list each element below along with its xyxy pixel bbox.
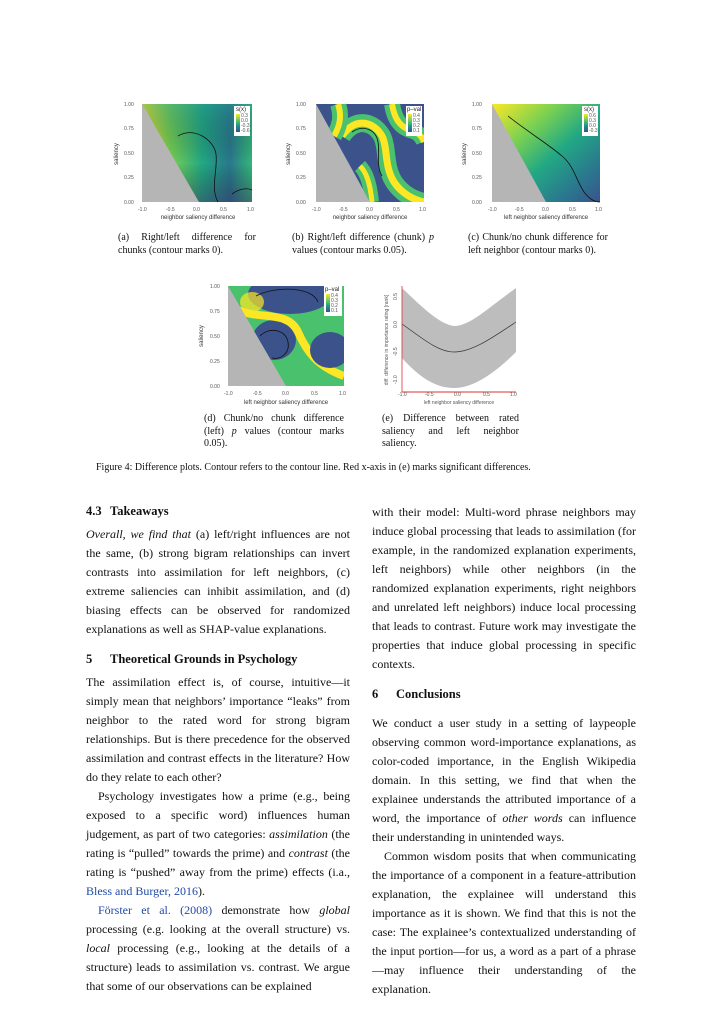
- legend-title: s(x): [584, 107, 594, 113]
- svg-text:0.0: 0.0: [589, 123, 596, 129]
- svg-text:0.5: 0.5: [220, 207, 227, 213]
- y-axis-label: diff. difference in importance rating [rank]: [384, 294, 390, 386]
- heatmap-plot-a: [110, 96, 260, 224]
- heatmap-plot-d: [194, 280, 354, 410]
- svg-text:0.4: 0.4: [413, 113, 420, 119]
- svg-text:-1.0: -1.0: [398, 392, 407, 398]
- svg-text:-0.5: -0.5: [339, 207, 348, 213]
- svg-text:0.1: 0.1: [413, 128, 420, 134]
- svg-text:0.4: 0.4: [331, 293, 338, 299]
- paragraph: Common wisdom posits that when communicating the importance of a component in a feature-attribution explanation, the explainee will understand this importance as it is shown. We find that this is not the case: The explainee’s contextualized understanding of the input portion—for us, a word as a part of a phrase—may influence their understanding of the explanation.: [372, 849, 636, 996]
- subcaption-a: (a) Right/left difference for chunks (contour marks 0).: [118, 232, 256, 256]
- svg-text:0.0: 0.0: [393, 321, 399, 328]
- svg-text:1.00: 1.00: [296, 102, 306, 108]
- svg-text:0.25: 0.25: [124, 175, 134, 181]
- paragraph: The assimilation effect is, of course, intuitive—it simply mean that neighbors’ importance “leaks” from neighbor to the rated word for strong bigram relationships. But is there precedence for the observed assimilation and contrast effects in the literature? How do they relate to each other?: [86, 675, 350, 784]
- svg-text:0.00: 0.00: [472, 200, 482, 206]
- line-plot-e: [380, 280, 520, 410]
- svg-text:0.2: 0.2: [413, 123, 420, 129]
- svg-text:0.2: 0.2: [331, 303, 338, 309]
- paragraph: Psychology investigates how a prime (e.g., being exposed to a specific word) influences human judgement, as part of two categories: assimilation (the rating is “pulled” towards the prime) and contrast (the rating is “pushed” away from the prime) effects (i.a., Bless and Burger, 2016).: [86, 789, 351, 898]
- svg-text:0.00: 0.00: [124, 200, 134, 206]
- svg-text:1.0: 1.0: [419, 207, 426, 213]
- svg-text:-0.5: -0.5: [393, 347, 399, 356]
- svg-text:0.25: 0.25: [472, 175, 482, 181]
- subcaption-c: (c) Chunk/no chunk difference for left neighbor (contour marks 0).: [468, 232, 608, 256]
- svg-text:0.50: 0.50: [296, 151, 306, 157]
- paragraph: We conduct a user study in a setting of laypeople observing common word-importance explanations, as color-coded importance, in the English Wikipedia domain. In this setting, we find that when the explainee understands the attributed importance of a word, the importance of other words can influence their understanding in unintended ways.: [372, 716, 637, 844]
- paragraph: with their model: Multi-word phrase neighbors may induce global processing that leads to assimilation (for example, in the randomized explanation experiments, left neighbors) while other neighbors (in the randomized explanation experiments, right neighbors and unrelated left neighbors) induce local processing that leads to contrast. Future work may investigate the properties that induce global processing in specific contexts.: [372, 505, 636, 671]
- svg-text:0.75: 0.75: [124, 126, 134, 132]
- svg-text:-0.5: -0.5: [166, 207, 175, 213]
- svg-text:0.3: 0.3: [331, 298, 338, 304]
- svg-text:0.3: 0.3: [241, 113, 248, 119]
- svg-text:-0.6: -0.6: [241, 128, 250, 134]
- subcaption-e: (e) Difference between rated saliency and left neighbor saliency.: [382, 413, 519, 449]
- svg-text:0.6: 0.6: [589, 113, 596, 119]
- svg-text:-1.0: -1.0: [312, 207, 321, 213]
- takeaways-paragraph: Overall, we find that (a) left/right influences are not the same, (b) strong bigram relationships can invert contrasts into assimilation for left neighbors, (c) extreme saliencies can inhibit assimilation, and (d) biasing effects can be observed for randomized explanations as well as SHAP-value explanations.: [86, 527, 350, 636]
- svg-text:0.5: 0.5: [569, 207, 576, 213]
- svg-text:-0.5: -0.5: [515, 207, 524, 213]
- left-column: [86, 503, 350, 996]
- subcaption-b: (b) Right/left difference (chunk) p values (contour marks 0.05).: [292, 232, 434, 256]
- figure-caption: Figure 4: Difference plots. Contour refers to the contour line. Red x-axis in (e) marks significant differences.: [96, 462, 531, 473]
- svg-text:0.25: 0.25: [210, 359, 220, 365]
- svg-text:1.0: 1.0: [247, 207, 254, 213]
- svg-text:0.5: 0.5: [393, 207, 400, 213]
- svg-text:1.0: 1.0: [595, 207, 602, 213]
- citation-link[interactable]: Bless and Burger, 2016: [86, 884, 198, 898]
- svg-text:-1.0: -1.0: [224, 391, 233, 397]
- svg-text:0.50: 0.50: [472, 151, 482, 157]
- svg-text:-1.0: -1.0: [138, 207, 147, 213]
- svg-text:0.0: 0.0: [542, 207, 549, 213]
- svg-text:0.50: 0.50: [124, 151, 134, 157]
- right-column: [372, 503, 636, 999]
- legend-colorbar: [326, 294, 330, 312]
- paragraph: Förster et al. (2008) demonstrate how global processing (e.g. looking at the overall structure) vs. local processing (e.g., looking at the details of a structure) leads to assimilation vs. contrast. We argue that some of our observations can be explained: [86, 903, 351, 993]
- svg-text:0.1: 0.1: [331, 308, 338, 314]
- svg-text:-1.0: -1.0: [393, 375, 399, 384]
- svg-text:0.5: 0.5: [393, 293, 399, 300]
- legend-colorbar: [584, 114, 588, 132]
- citation-link[interactable]: Förster et al. (2008): [98, 903, 213, 917]
- section-heading-5: 5 Theoretical Grounds in Psychology: [86, 652, 298, 666]
- legend-title: p–val: [407, 107, 422, 113]
- svg-text:1.0: 1.0: [339, 391, 346, 397]
- legend-colorbar: [236, 114, 240, 132]
- svg-text:0.75: 0.75: [472, 126, 482, 132]
- heatmap-plot-c: [458, 96, 608, 224]
- y-axis-label: saliency: [286, 143, 292, 165]
- legend-colorbar: [408, 114, 412, 132]
- x-axis-label: neighbor saliency difference: [160, 215, 236, 221]
- subcaption-d: (d) Chunk/no chunk difference (left) p values (contour marks 0.05).: [204, 413, 344, 449]
- svg-text:1.0: 1.0: [510, 392, 517, 398]
- svg-text:0.25: 0.25: [296, 175, 306, 181]
- legend-title: s(x): [236, 107, 246, 113]
- section-heading-4-3: 4.3 Takeaways: [86, 504, 169, 518]
- legend-title: p–val: [325, 287, 340, 293]
- svg-text:-1.0: -1.0: [488, 207, 497, 213]
- y-axis-label: saliency: [199, 325, 205, 347]
- svg-text:0.0: 0.0: [282, 391, 289, 397]
- y-axis-label: saliency: [462, 143, 468, 165]
- y-axis-label: saliency: [114, 143, 120, 165]
- svg-text:0.50: 0.50: [210, 334, 220, 340]
- svg-text:0.3: 0.3: [589, 118, 596, 124]
- svg-text:0.3: 0.3: [413, 118, 420, 124]
- svg-text:0.0: 0.0: [241, 118, 248, 124]
- x-axis-label: left neighbor saliency difference: [503, 215, 589, 221]
- svg-text:-0.3: -0.3: [241, 123, 250, 129]
- svg-text:-0.5: -0.5: [253, 391, 262, 397]
- svg-text:1.00: 1.00: [210, 284, 220, 290]
- confidence-band: [402, 288, 516, 388]
- svg-text:0.0: 0.0: [366, 207, 373, 213]
- svg-text:0.00: 0.00: [210, 384, 220, 390]
- svg-text:0.75: 0.75: [296, 126, 306, 132]
- svg-text:0.0: 0.0: [193, 207, 200, 213]
- svg-text:0.75: 0.75: [210, 309, 220, 315]
- svg-text:0.5: 0.5: [311, 391, 318, 397]
- heatmap-plot-b: [282, 96, 432, 224]
- svg-text:0.0: 0.0: [454, 392, 461, 398]
- x-axis-label: left neighbor saliency difference: [423, 400, 495, 406]
- svg-text:1.00: 1.00: [472, 102, 482, 108]
- svg-text:-0.3: -0.3: [589, 128, 598, 134]
- svg-text:0.5: 0.5: [483, 392, 490, 398]
- x-axis-label: left neighbor saliency difference: [243, 400, 329, 406]
- svg-text:0.00: 0.00: [296, 200, 306, 206]
- svg-text:1.00: 1.00: [124, 102, 134, 108]
- x-axis-label: neighbor saliency difference: [332, 215, 408, 221]
- svg-text:-0.5: -0.5: [425, 392, 434, 398]
- section-heading-6: 6 Conclusions: [372, 687, 461, 701]
